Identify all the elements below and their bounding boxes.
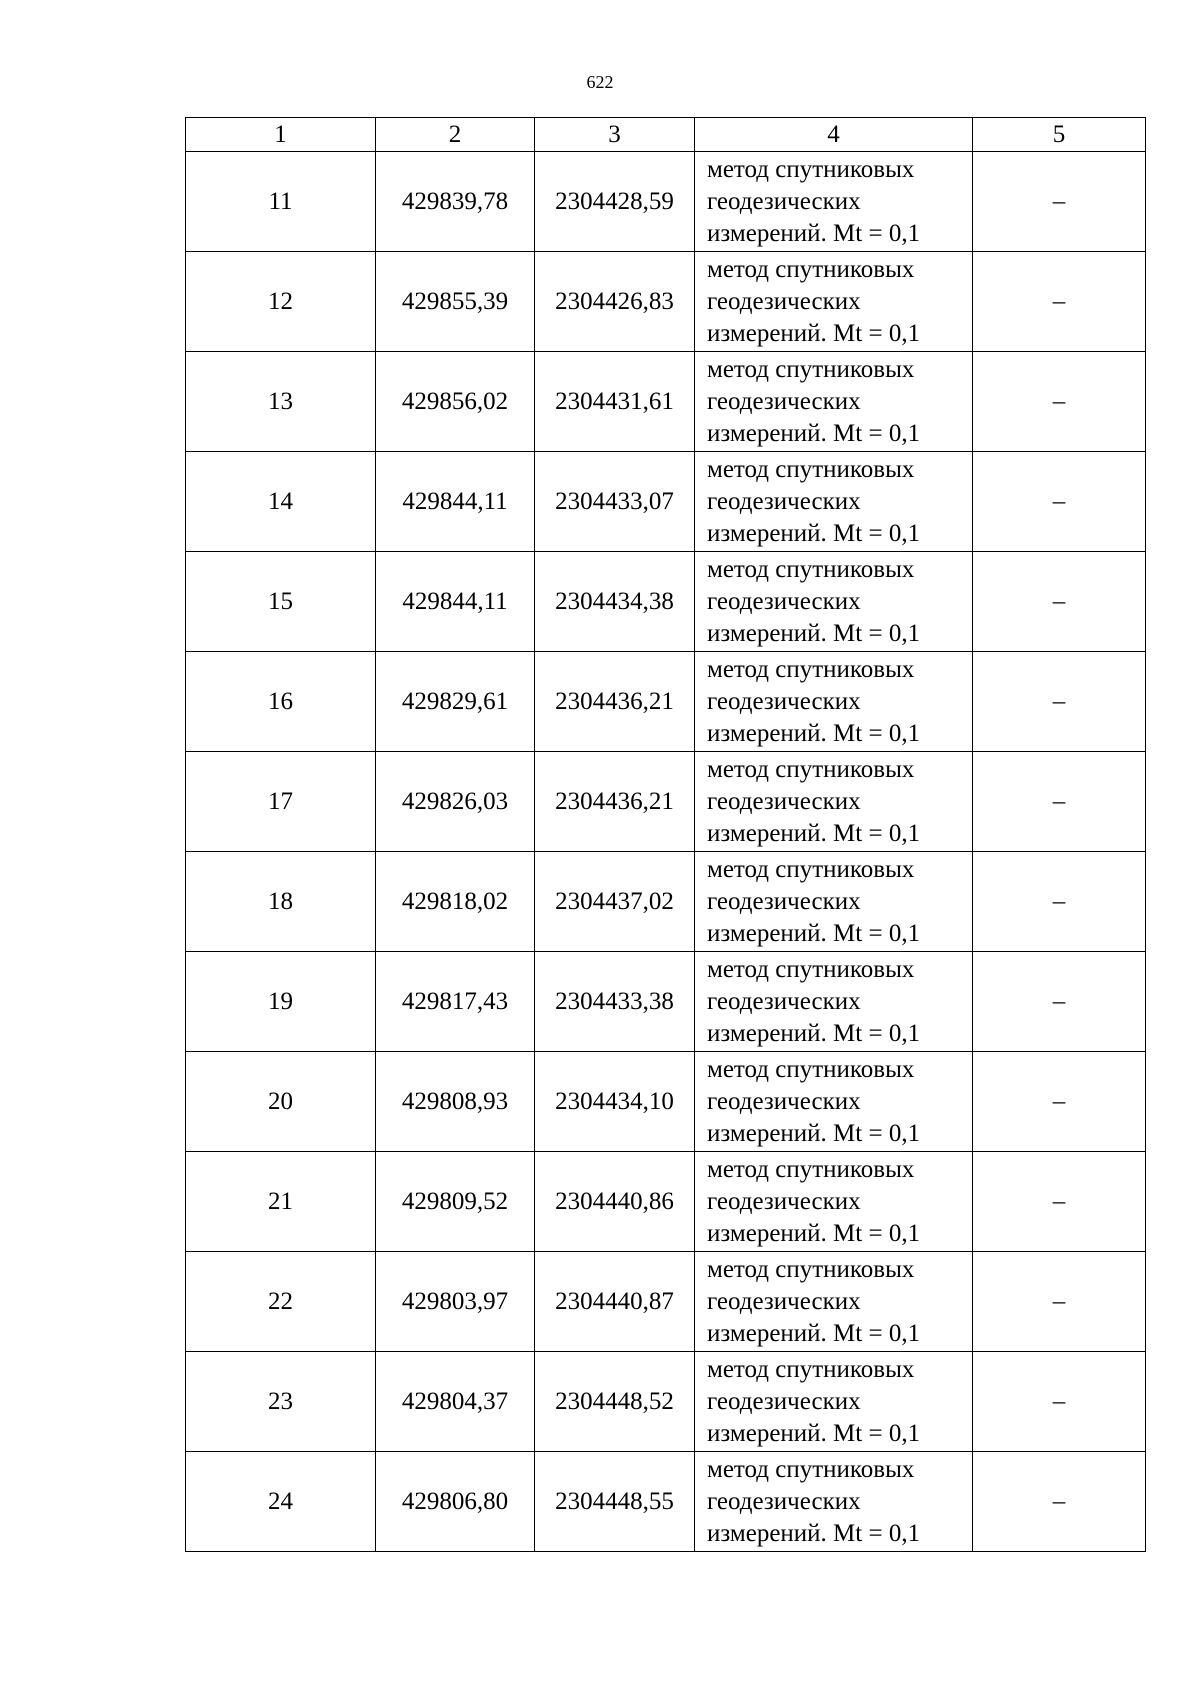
method-line: измерений. Mt = 0,1 bbox=[707, 1419, 921, 1447]
column-header-3: 3 bbox=[535, 118, 695, 152]
method-line: измерений. Mt = 0,1 bbox=[707, 819, 921, 847]
method-line: измерений. Mt = 0,1 bbox=[707, 619, 921, 647]
header-row bbox=[186, 118, 1146, 152]
table-row bbox=[186, 1452, 1146, 1552]
x-coordinate-cell: 429804,37 bbox=[376, 1352, 535, 1452]
x-coordinate-cell: 429839,78 bbox=[376, 152, 535, 252]
method-cell bbox=[695, 752, 973, 852]
method-line: измерений. Mt = 0,1 bbox=[707, 519, 921, 547]
method-line: геодезических bbox=[707, 1087, 861, 1115]
point-number-cell: 18 bbox=[186, 852, 376, 952]
table-row bbox=[186, 1052, 1146, 1152]
point-number-cell: 21 bbox=[186, 1152, 376, 1252]
method-line: измерений. Mt = 0,1 bbox=[707, 1519, 921, 1547]
table-row bbox=[186, 452, 1146, 552]
point-number-cell: 12 bbox=[186, 252, 376, 352]
note-cell: – bbox=[973, 152, 1146, 252]
note-cell: – bbox=[973, 1052, 1146, 1152]
method-cell bbox=[695, 1152, 973, 1252]
x-coordinate-cell: 429829,61 bbox=[376, 652, 535, 752]
method-cell bbox=[695, 252, 973, 352]
table-row bbox=[186, 352, 1146, 452]
method-line: измерений. Mt = 0,1 bbox=[707, 1019, 921, 1047]
method-line: метод спутниковых bbox=[707, 955, 915, 983]
table-row bbox=[186, 752, 1146, 852]
method-line: геодезических bbox=[707, 987, 861, 1015]
y-coordinate-cell: 2304428,59 bbox=[535, 152, 695, 252]
table-row bbox=[186, 152, 1146, 252]
method-line: измерений. Mt = 0,1 bbox=[707, 219, 921, 247]
method-line: измерений. Mt = 0,1 bbox=[707, 1219, 921, 1247]
method-cell bbox=[695, 352, 973, 452]
method-line: геодезических bbox=[707, 1487, 861, 1515]
x-coordinate-cell: 429856,02 bbox=[376, 352, 535, 452]
table-row bbox=[186, 1252, 1146, 1352]
method-cell bbox=[695, 852, 973, 952]
column-header-4: 4 bbox=[695, 118, 973, 152]
method-cell bbox=[695, 1252, 973, 1352]
method-cell bbox=[695, 1452, 973, 1552]
x-coordinate-cell: 429808,93 bbox=[376, 1052, 535, 1152]
point-number-cell: 22 bbox=[186, 1252, 376, 1352]
note-cell: – bbox=[973, 552, 1146, 652]
method-cell bbox=[695, 552, 973, 652]
y-coordinate-cell: 2304440,86 bbox=[535, 1152, 695, 1252]
y-coordinate-cell: 2304431,61 bbox=[535, 352, 695, 452]
x-coordinate-cell: 429803,97 bbox=[376, 1252, 535, 1352]
point-number-cell: 15 bbox=[186, 552, 376, 652]
table-body bbox=[186, 152, 1146, 1552]
point-number-cell: 19 bbox=[186, 952, 376, 1052]
note-cell: – bbox=[973, 1352, 1146, 1452]
method-line: метод спутниковых bbox=[707, 455, 915, 483]
y-coordinate-cell: 2304434,38 bbox=[535, 552, 695, 652]
point-number-cell: 20 bbox=[186, 1052, 376, 1152]
page-number: 622 bbox=[586, 72, 614, 92]
y-coordinate-cell: 2304448,52 bbox=[535, 1352, 695, 1452]
method-line: измерений. Mt = 0,1 bbox=[707, 1319, 921, 1347]
method-line: метод спутниковых bbox=[707, 755, 915, 783]
method-cell bbox=[695, 952, 973, 1052]
method-cell bbox=[695, 152, 973, 252]
y-coordinate-cell: 2304437,02 bbox=[535, 852, 695, 952]
method-line: геодезических bbox=[707, 487, 861, 515]
method-line: метод спутниковых bbox=[707, 1055, 915, 1083]
y-coordinate-cell: 2304440,87 bbox=[535, 1252, 695, 1352]
x-coordinate-cell: 429806,80 bbox=[376, 1452, 535, 1552]
table-row bbox=[186, 652, 1146, 752]
point-number-cell: 16 bbox=[186, 652, 376, 752]
table-row bbox=[186, 1152, 1146, 1252]
method-line: измерений. Mt = 0,1 bbox=[707, 319, 921, 347]
method-cell bbox=[695, 652, 973, 752]
y-coordinate-cell: 2304426,83 bbox=[535, 252, 695, 352]
point-number-cell: 14 bbox=[186, 452, 376, 552]
y-coordinate-cell: 2304433,07 bbox=[535, 452, 695, 552]
x-coordinate-cell: 429844,11 bbox=[376, 452, 535, 552]
x-coordinate-cell: 429809,52 bbox=[376, 1152, 535, 1252]
note-cell: – bbox=[973, 1152, 1146, 1252]
method-line: метод спутниковых bbox=[707, 555, 915, 583]
table-row bbox=[186, 1352, 1146, 1452]
point-number-cell: 23 bbox=[186, 1352, 376, 1452]
y-coordinate-cell: 2304434,10 bbox=[535, 1052, 695, 1152]
method-cell bbox=[695, 452, 973, 552]
method-line: геодезических bbox=[707, 1287, 861, 1315]
method-line: геодезических bbox=[707, 387, 861, 415]
x-coordinate-cell: 429818,02 bbox=[376, 852, 535, 952]
note-cell: – bbox=[973, 752, 1146, 852]
point-number-cell: 17 bbox=[186, 752, 376, 852]
point-number-cell: 11 bbox=[186, 152, 376, 252]
method-line: геодезических bbox=[707, 187, 861, 215]
point-number-cell: 24 bbox=[186, 1452, 376, 1552]
method-line: геодезических bbox=[707, 287, 861, 315]
table-row bbox=[186, 852, 1146, 952]
method-line: метод спутниковых bbox=[707, 155, 915, 183]
note-cell: – bbox=[973, 1252, 1146, 1352]
method-line: метод спутниковых bbox=[707, 655, 915, 683]
table-row bbox=[186, 252, 1146, 352]
note-cell: – bbox=[973, 352, 1146, 452]
x-coordinate-cell: 429855,39 bbox=[376, 252, 535, 352]
y-coordinate-cell: 2304433,38 bbox=[535, 952, 695, 1052]
method-line: измерений. Mt = 0,1 bbox=[707, 419, 921, 447]
note-cell: – bbox=[973, 1452, 1146, 1552]
method-line: метод спутниковых bbox=[707, 1255, 915, 1283]
table-row bbox=[186, 952, 1146, 1052]
method-line: геодезических bbox=[707, 587, 861, 615]
note-cell: – bbox=[973, 452, 1146, 552]
x-coordinate-cell: 429844,11 bbox=[376, 552, 535, 652]
method-line: метод спутниковых bbox=[707, 1155, 915, 1183]
note-cell: – bbox=[973, 852, 1146, 952]
method-line: геодезических bbox=[707, 1387, 861, 1415]
method-line: измерений. Mt = 0,1 bbox=[707, 719, 921, 747]
method-line: геодезических bbox=[707, 1187, 861, 1215]
x-coordinate-cell: 429826,03 bbox=[376, 752, 535, 852]
method-cell bbox=[695, 1052, 973, 1152]
method-cell bbox=[695, 1352, 973, 1452]
note-cell: – bbox=[973, 252, 1146, 352]
coordinates-table bbox=[185, 117, 1146, 1552]
method-line: геодезических bbox=[707, 687, 861, 715]
column-header-1: 1 bbox=[186, 118, 376, 152]
table-row bbox=[186, 552, 1146, 652]
point-number-cell: 13 bbox=[186, 352, 376, 452]
method-line: измерений. Mt = 0,1 bbox=[707, 919, 921, 947]
method-line: метод спутниковых bbox=[707, 1355, 915, 1383]
column-header-5: 5 bbox=[973, 118, 1146, 152]
y-coordinate-cell: 2304436,21 bbox=[535, 752, 695, 852]
method-line: измерений. Mt = 0,1 bbox=[707, 1119, 921, 1147]
note-cell: – bbox=[973, 652, 1146, 752]
y-coordinate-cell: 2304436,21 bbox=[535, 652, 695, 752]
method-line: метод спутниковых bbox=[707, 355, 915, 383]
method-line: метод спутниковых bbox=[707, 1455, 915, 1483]
method-line: метод спутниковых bbox=[707, 255, 915, 283]
method-line: геодезических bbox=[707, 787, 861, 815]
note-cell: – bbox=[973, 952, 1146, 1052]
column-header-2: 2 bbox=[376, 118, 535, 152]
x-coordinate-cell: 429817,43 bbox=[376, 952, 535, 1052]
method-line: геодезических bbox=[707, 887, 861, 915]
y-coordinate-cell: 2304448,55 bbox=[535, 1452, 695, 1552]
method-line: метод спутниковых bbox=[707, 855, 915, 883]
